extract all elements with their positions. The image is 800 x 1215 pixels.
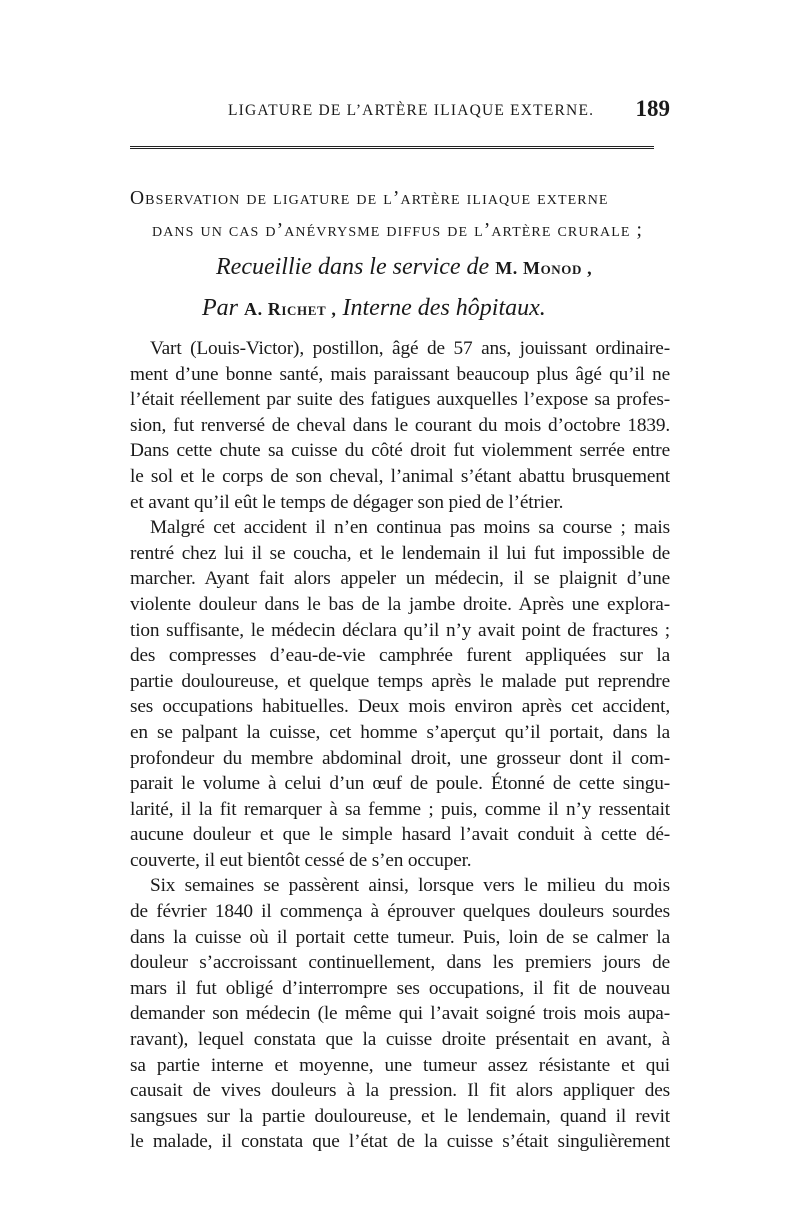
text-line: profondeur du membre abdominal droit, une grosseur dont il com- (130, 747, 670, 769)
text-line: aucune douleur et que le simple hasard l’avait conduit à cette dé- (130, 824, 670, 846)
running-head (130, 96, 670, 130)
text-line: Vart (Louis-Victor), postillon, âgé de 57 ans, jouissant ordinaire- (150, 338, 670, 359)
author-name: A. Richet , (244, 299, 337, 319)
service-chief-name: M. Monod , (495, 258, 593, 278)
text-line: violente douleur dans le bas de la jambe droite. Après une explora- (130, 593, 670, 615)
body-text (130, 336, 670, 1155)
text-line: des compresses d’eau-de-vie camphrée furent appliquées sur la (130, 645, 670, 667)
par-prefix: Par (202, 295, 238, 321)
recueillie-prefix: Recueillie dans le service de (216, 254, 490, 280)
text-line: demander son médecin (le même qui l’avait soigné trois mois aupa- (130, 1003, 670, 1025)
recueillie-line (130, 247, 670, 288)
text-line: ment d’une bonne santé, mais paraissant beaucoup plus âgé qu’il ne (130, 363, 670, 385)
text-line: Dans cette chute sa cuisse du côté droit fut violemment serrée entre (130, 440, 670, 462)
text-line: douleur s’accroissant continuellement, dans les premiers jours de (130, 952, 670, 974)
text-line: rentré chez lui il se coucha, et le lendemain il lui fut impossible de (130, 542, 670, 564)
title-line-1: Observation de ligature de l’artère iliaque externe (130, 188, 609, 209)
running-title: LIGATURE DE L’ARTÈRE ILIAQUE EXTERNE. (228, 102, 595, 119)
header-double-rule (130, 146, 654, 149)
text-line: le malade, il constata que l’état de la cuisse s’était singulièrement (130, 1131, 670, 1153)
title-line-2: dans un cas d’anévrysme diffus de l’artère crurale ; (152, 220, 644, 241)
text-line: larité, il la fit remarquer à sa femme ; puis, comme il n’y ressentait (130, 798, 670, 820)
text-line: causait de vives douleurs à la pression. Il fit alors appliquer des (130, 1080, 670, 1102)
text-line: couverte, il eut bientôt cessé de s’en occuper. (130, 849, 472, 871)
text-line: ses occupations habituelles. Deux mois environ après cet accident, (130, 696, 670, 718)
text-line: mars il fut obligé d’interrompre ses occupations, il fit de nouveau (130, 977, 670, 999)
observation-title (130, 183, 670, 329)
author-title: Interne des hôpitaux. (342, 295, 546, 321)
text-line: partie douloureuse, et quelque temps après le malade put reprendre (130, 670, 670, 692)
text-line: Malgré cet accident il n’en continua pas moins sa course ; mais (150, 517, 670, 539)
text-line: sangsues sur la partie douloureuse, et le lendemain, quand il revit (130, 1105, 670, 1127)
text-line: en se palpant la cuisse, cet homme s’aperçut qu’il portait, dans la (130, 721, 670, 743)
text-line: tion suffisante, le médecin déclara qu’il n’y avait point de fractures ; (130, 619, 670, 641)
page-number: 189 (635, 96, 670, 121)
text-line: ravant), lequel constata que la cuisse droite présentait en avant, à (130, 1029, 670, 1051)
text-line: l’était réellement par suite des fatigues auxquelles l’expose sa profes- (130, 389, 670, 411)
text-line: sion, fut renversé de cheval dans le courant du mois d’octobre 1839. (130, 414, 670, 436)
text-line: de février 1840 il commença à éprouver quelques douleurs sourdes (130, 901, 670, 923)
text-line: parait le volume à celui d’un œuf de poule. Étonné de cette singu- (130, 773, 670, 795)
text-line: Six semaines se passèrent ainsi, lorsque vers le milieu du mois (150, 875, 670, 897)
text-line: le sol et le corps de son cheval, l’animal s’étant abattu brusquement (130, 465, 670, 487)
text-line: marcher. Ayant fait alors appeler un médecin, il se plaignit d’une (130, 568, 670, 590)
text-line: sa partie interne et moyenne, une tumeur assez résistante et qui (130, 1054, 670, 1076)
text-line: dans la cuisse où il portait cette tumeur. Puis, loin de se calmer la (130, 926, 670, 948)
author-line (130, 288, 670, 329)
text-line: et avant qu’il eût le temps de dégager son pied de l’étrier. (130, 491, 564, 513)
